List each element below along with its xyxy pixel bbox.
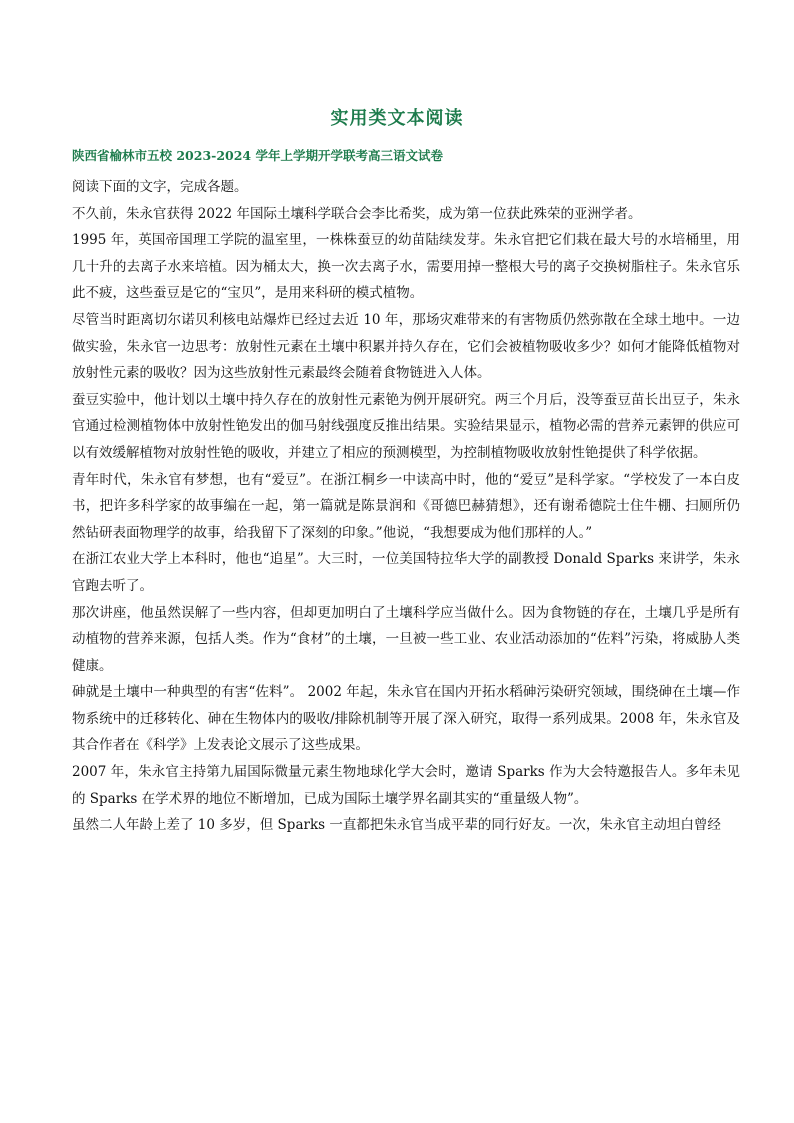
passage-paragraph: 尽管当时距离切尔诺贝利核电站爆炸已经过去近 10 年，那场灾难带来的有害物质仍然弥散在全球土地中。一边做实验，朱永官一边思考：放射性元素在土壤中积累并持久存在，它们会被植物吸收多少？如何才能降低植物对放射性元素的吸收？因为这些放射性元素最终会随着食物链进入人体。 (72, 311, 740, 382)
passage-paragraph: 蚕豆实验中，他计划以土壤中持久存在的放射性元素铯为例开展研究。两三个月后，没等蚕豆苗长出豆子，朱永官通过检测植物体中放射性铯发出的伽马射线强度反推出结果。实验结果显示，植物必需的营养元素钾的供应可以有效缓解植物对放射性铯的吸收，并建立了相应的预测模型，为控制植物吸收放射性铯提供了科学依据。 (72, 391, 740, 461)
document-title: 实用类文本阅读 (330, 108, 464, 129)
instruction-paragraph: 阅读下面的文字，完成各题。 (72, 179, 248, 195)
passage-paragraph: 在浙江农业大学上本科时，他也“追星”。大三时，一位美国特拉华大学的副教授 Donald Sparks 来讲学，朱永官跑去听了。 (72, 551, 740, 594)
passage-paragraph: 虽然二人年龄上差了 10 多岁，但 Sparks 一直都把朱永官当成平辈的同行好友。一次，朱永官主动坦白曾经 (72, 817, 721, 834)
passage-paragraph: 砷就是土壤中一种典型的有害“佐料”。 2002 年起，朱永官在国内开拓水稻砷污染研究领域，围绕砷在土壤—作物系统中的迁移转化、砷在生物体内的吸收/排除机制等开展了深入研究，取得一系列成果。2008 年，朱永官及其合作者在《科学》上发表论文展示了这些成果。 (72, 684, 740, 754)
passage-paragraph: 不久前，朱永官获得 2022 年国际土壤科学联合会李比希奖，成为第一位获此殊荣的亚洲学者。 (72, 205, 642, 222)
passage-paragraph: 2007 年，朱永官主持第九届国际微量元素生物地球化学大会时，邀请 Sparks 作为大会特邀报告人。多年未见的 Sparks 在学术界的地位不断增加，已成为国际土壤学界名副其实的“重量级人物”。 (72, 764, 740, 807)
exam-source-subtitle: 陕西省榆林市五校 2023-2024 学年上学期开学联考高三语文试卷 (72, 148, 443, 163)
passage-paragraph: 青年时代，朱永官有梦想，也有“爱豆”。在浙江桐乡一中读高中时，他的“爱豆”是科学家。“学校发了一本白皮书，把许多科学家的故事编在一起，第一篇就是陈景润和《哥德巴赫猜想》，还有谢希德院士住牛棚、扫厕所仍然钻研表面物理学的故事，给我留下了深刻的印象。”他说，“我想要成为他们那样的人。” (72, 471, 740, 541)
passage-paragraph: 那次讲座，他虽然误解了一些内容，但却更加明白了土壤科学应当做什么。因为食物链的存在，土壤几乎是所有动植物的营养来源，包括人类。作为“食材”的土壤，一旦被一些工业、农业活动添加的“佐料”污染，将威胁人类健康。 (72, 604, 740, 674)
passage-paragraph: 1995 年，英国帝国理工学院的温室里，一株株蚕豆的幼苗陆续发芽。朱永官把它们栽在最大号的水培桶里，用几十升的去离子水来培植。因为桶太大，换一次去离子水，需要用掉一整根大号的离子交换树脂柱子。朱永官乐此不疲，这些蚕豆是它的“宝贝”，是用来科研的模式植物。 (72, 232, 740, 302)
reading-passage (72, 174, 740, 839)
